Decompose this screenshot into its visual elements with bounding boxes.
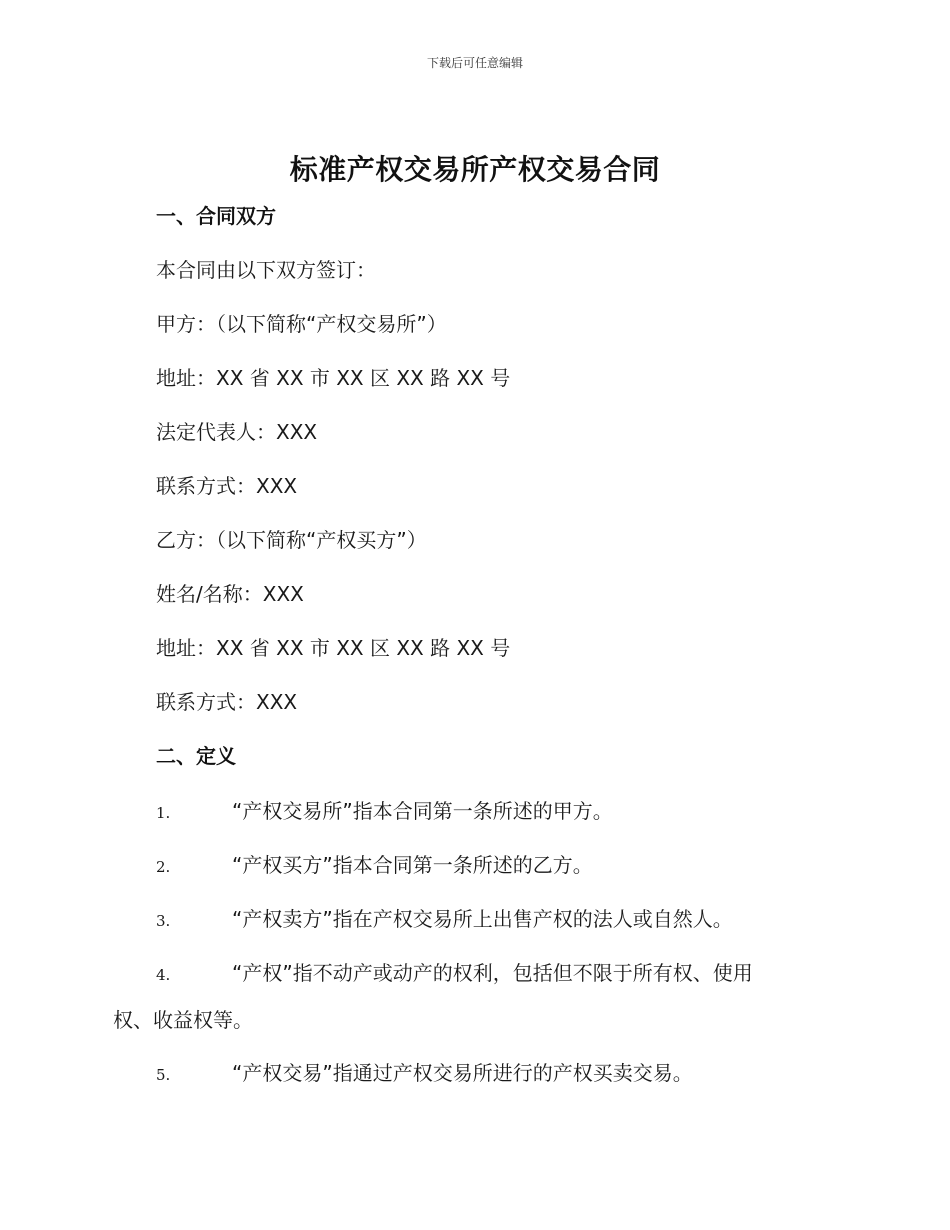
definition-item: [156, 957, 753, 986]
paragraph-party-a: 甲方：（以下简称“产权交易所”）: [156, 312, 447, 336]
paragraph-intro: 本合同由以下双方签订：: [156, 258, 376, 282]
paragraph-party-b: 乙方：（以下简称“产权买方”）: [156, 528, 427, 552]
definition-text: “产权”指不动产或动产的权利，包括但不限于所有权、使用: [232, 961, 753, 985]
definition-number: 2.: [156, 858, 171, 876]
paragraph-party-a-representative: 法定代表人：XXX: [156, 420, 318, 444]
definition-item: [156, 1057, 693, 1086]
definition-number: 3.: [156, 912, 171, 930]
definition-text: “产权买方”指本合同第一条所述的乙方。: [232, 853, 593, 877]
definition-text-continuation: 权、收益权等。: [113, 1008, 253, 1032]
document-title: 标准产权交易所产权交易合同: [289, 153, 661, 186]
definition-item: [156, 903, 733, 932]
definition-number: 5.: [156, 1066, 171, 1084]
page-header-note: 下载后可任意编辑: [426, 56, 523, 70]
definition-item: [156, 849, 593, 878]
definition-text: “产权交易”指通过产权交易所进行的产权买卖交易。: [232, 1061, 693, 1085]
definition-number: 4.: [156, 966, 171, 984]
section-heading-parties: 一、合同双方: [156, 204, 276, 228]
definition-text: “产权卖方”指在产权交易所上出售产权的法人或自然人。: [232, 907, 733, 931]
paragraph-party-a-address: 地址：XX 省 XX 市 XX 区 XX 路 XX 号: [156, 366, 511, 390]
definition-item: [156, 795, 613, 824]
section-heading-definitions: 二、定义: [156, 744, 236, 768]
paragraph-party-b-address: 地址：XX 省 XX 市 XX 区 XX 路 XX 号: [156, 636, 511, 660]
paragraph-party-b-name: 姓名/名称：XXX: [156, 582, 304, 606]
definition-number: 1.: [156, 804, 171, 822]
paragraph-party-a-contact: 联系方式：XXX: [156, 474, 298, 498]
definition-text: “产权交易所”指本合同第一条所述的甲方。: [232, 799, 613, 823]
paragraph-party-b-contact: 联系方式：XXX: [156, 690, 298, 714]
